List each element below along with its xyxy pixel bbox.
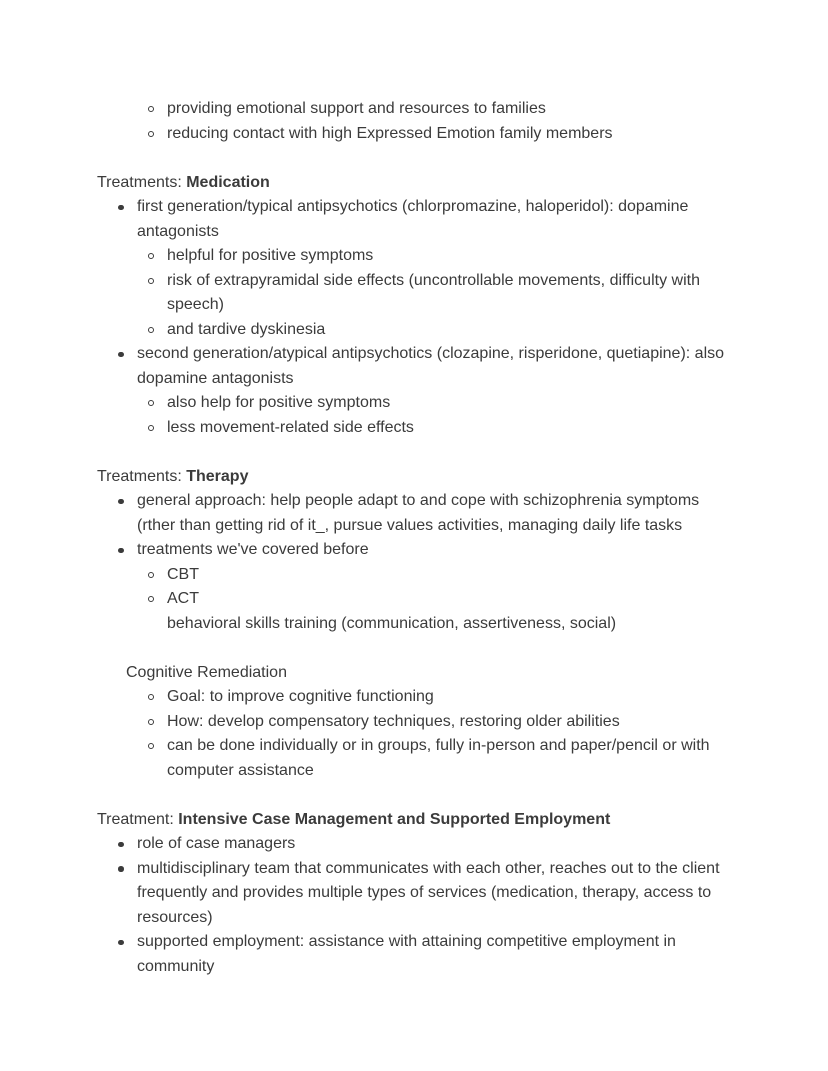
bullet-disc-icon: [118, 499, 124, 505]
second-gen-sublist: [97, 391, 731, 440]
sub-bullet-text: providing emotional support and resources to families: [167, 100, 546, 117]
sub-bullet-item: [97, 318, 731, 343]
sub-bullet-item: [97, 244, 731, 269]
heading-prefix: Treatments:: [97, 467, 182, 485]
section-heading-therapy: [97, 465, 731, 490]
blank-line: [97, 440, 731, 465]
bullet-text: supported employment: assistance with attaining competitive employment in community: [137, 933, 676, 975]
bullet-disc-icon: [118, 940, 124, 946]
sub-bullet-item: [97, 685, 731, 710]
bullet-text: multidisciplinary team that communicates with each other, reaches out to the client frequently and provides multiple types of services (medication, therapy, access to resources): [137, 859, 720, 926]
bullet-ring-icon: [148, 278, 154, 284]
bullet-text: treatments we've covered before: [137, 541, 369, 558]
bullet-disc-icon: [118, 866, 124, 872]
bullet-text: role of case managers: [137, 835, 296, 852]
bullet-ring-icon: [148, 596, 154, 602]
sub-bullet-item: [97, 710, 731, 735]
heading-title: Medication: [186, 173, 270, 191]
medication-list: [97, 195, 731, 440]
bullet-item: [97, 857, 731, 931]
sub-bullet-text: Goal: to improve cognitive functioning: [167, 688, 434, 705]
sub-bullet-text: CBT: [167, 565, 199, 583]
sub-bullet-text: reducing contact with high Expressed Emotion family members: [167, 124, 613, 142]
sub-bullet-item: [97, 587, 731, 636]
sub-bullet-item: [97, 391, 731, 416]
bullet-text: general approach: help people adapt to and cope with schizophrenia symptoms (rther than getting rid of it_, pursue values activities, managing daily life tasks: [137, 492, 700, 534]
bullet-item: [97, 538, 731, 636]
family-intervention-sublist: [97, 97, 731, 146]
sub-bullet-item: [97, 734, 731, 783]
cognitive-remediation-sublist: [97, 685, 731, 783]
bullet-ring-icon: [148, 719, 154, 725]
heading-prefix: Treatments:: [97, 173, 182, 191]
blank-line: [97, 636, 731, 661]
bullet-ring-icon: [148, 743, 154, 749]
bullet-item: [97, 832, 731, 857]
sub-bullet-text: How: develop compensatory techniques, restoring older abilities: [167, 712, 620, 730]
sub-bullet-text: risk of extrapyramidal side effects (uncontrollable movements, difficulty with speech): [167, 271, 700, 313]
sub-bullet-item: [97, 122, 731, 147]
bullet-ring-icon: [148, 327, 154, 333]
section-heading-case-management: [97, 808, 731, 833]
continuation-line: behavioral skills training (communication, assertiveness, social): [167, 614, 617, 632]
bullet-disc-icon: [118, 842, 124, 848]
sub-bullet-text: helpful for positive symptoms: [167, 247, 374, 264]
sub-bullet-text: and tardive dyskinesia: [167, 320, 326, 338]
heading-prefix: Treatment:: [97, 810, 174, 828]
covered-treatments-sublist: [97, 563, 731, 637]
sub-bullet-text: ACT: [167, 590, 199, 607]
notes-content: [97, 97, 731, 979]
bullet-disc-icon: [118, 548, 124, 554]
sub-bullet-item: [97, 97, 731, 122]
sub-bullet-item: [97, 416, 731, 441]
heading-title: Intensive Case Management and Supported Employment: [178, 810, 611, 828]
bullet-ring-icon: [148, 694, 154, 700]
bullet-ring-icon: [148, 425, 154, 431]
sub-bullet-text: can be done individually or in groups, fully in-person and paper/pencil or with computer assistance: [167, 737, 710, 779]
bullet-item: [97, 195, 731, 342]
bullet-item: [97, 489, 731, 538]
cognitive-remediation-title: Cognitive Remediation: [126, 663, 287, 681]
case-management-list: [97, 832, 731, 979]
bullet-item: [97, 342, 731, 440]
bullet-ring-icon: [148, 400, 154, 406]
blank-line: [97, 783, 731, 808]
sub-bullet-text: less movement-related side effects: [167, 418, 414, 436]
heading-title: Therapy: [186, 467, 249, 485]
sub-bullet-item: [97, 269, 731, 318]
sub-bullet-text: also help for positive symptoms: [167, 394, 391, 411]
bullet-item: [97, 930, 731, 979]
section-heading-medication: [97, 171, 731, 196]
bullet-disc-icon: [118, 205, 124, 211]
blank-line: [97, 146, 731, 171]
bullet-text: second generation/atypical antipsychotics (clozapine, risperidone, quetiapine): also dopamine antagonists: [137, 345, 725, 387]
bullet-ring-icon: [148, 572, 154, 578]
bullet-disc-icon: [118, 352, 124, 358]
sub-bullet-item: [97, 563, 731, 588]
bullet-ring-icon: [148, 253, 154, 259]
bullet-ring-icon: [148, 106, 154, 112]
therapy-list: [97, 489, 731, 636]
first-gen-sublist: [97, 244, 731, 342]
bullet-ring-icon: [148, 131, 154, 137]
bullet-text: first generation/typical antipsychotics (chlorpromazine, haloperidol): dopamine antagonists: [137, 198, 689, 240]
